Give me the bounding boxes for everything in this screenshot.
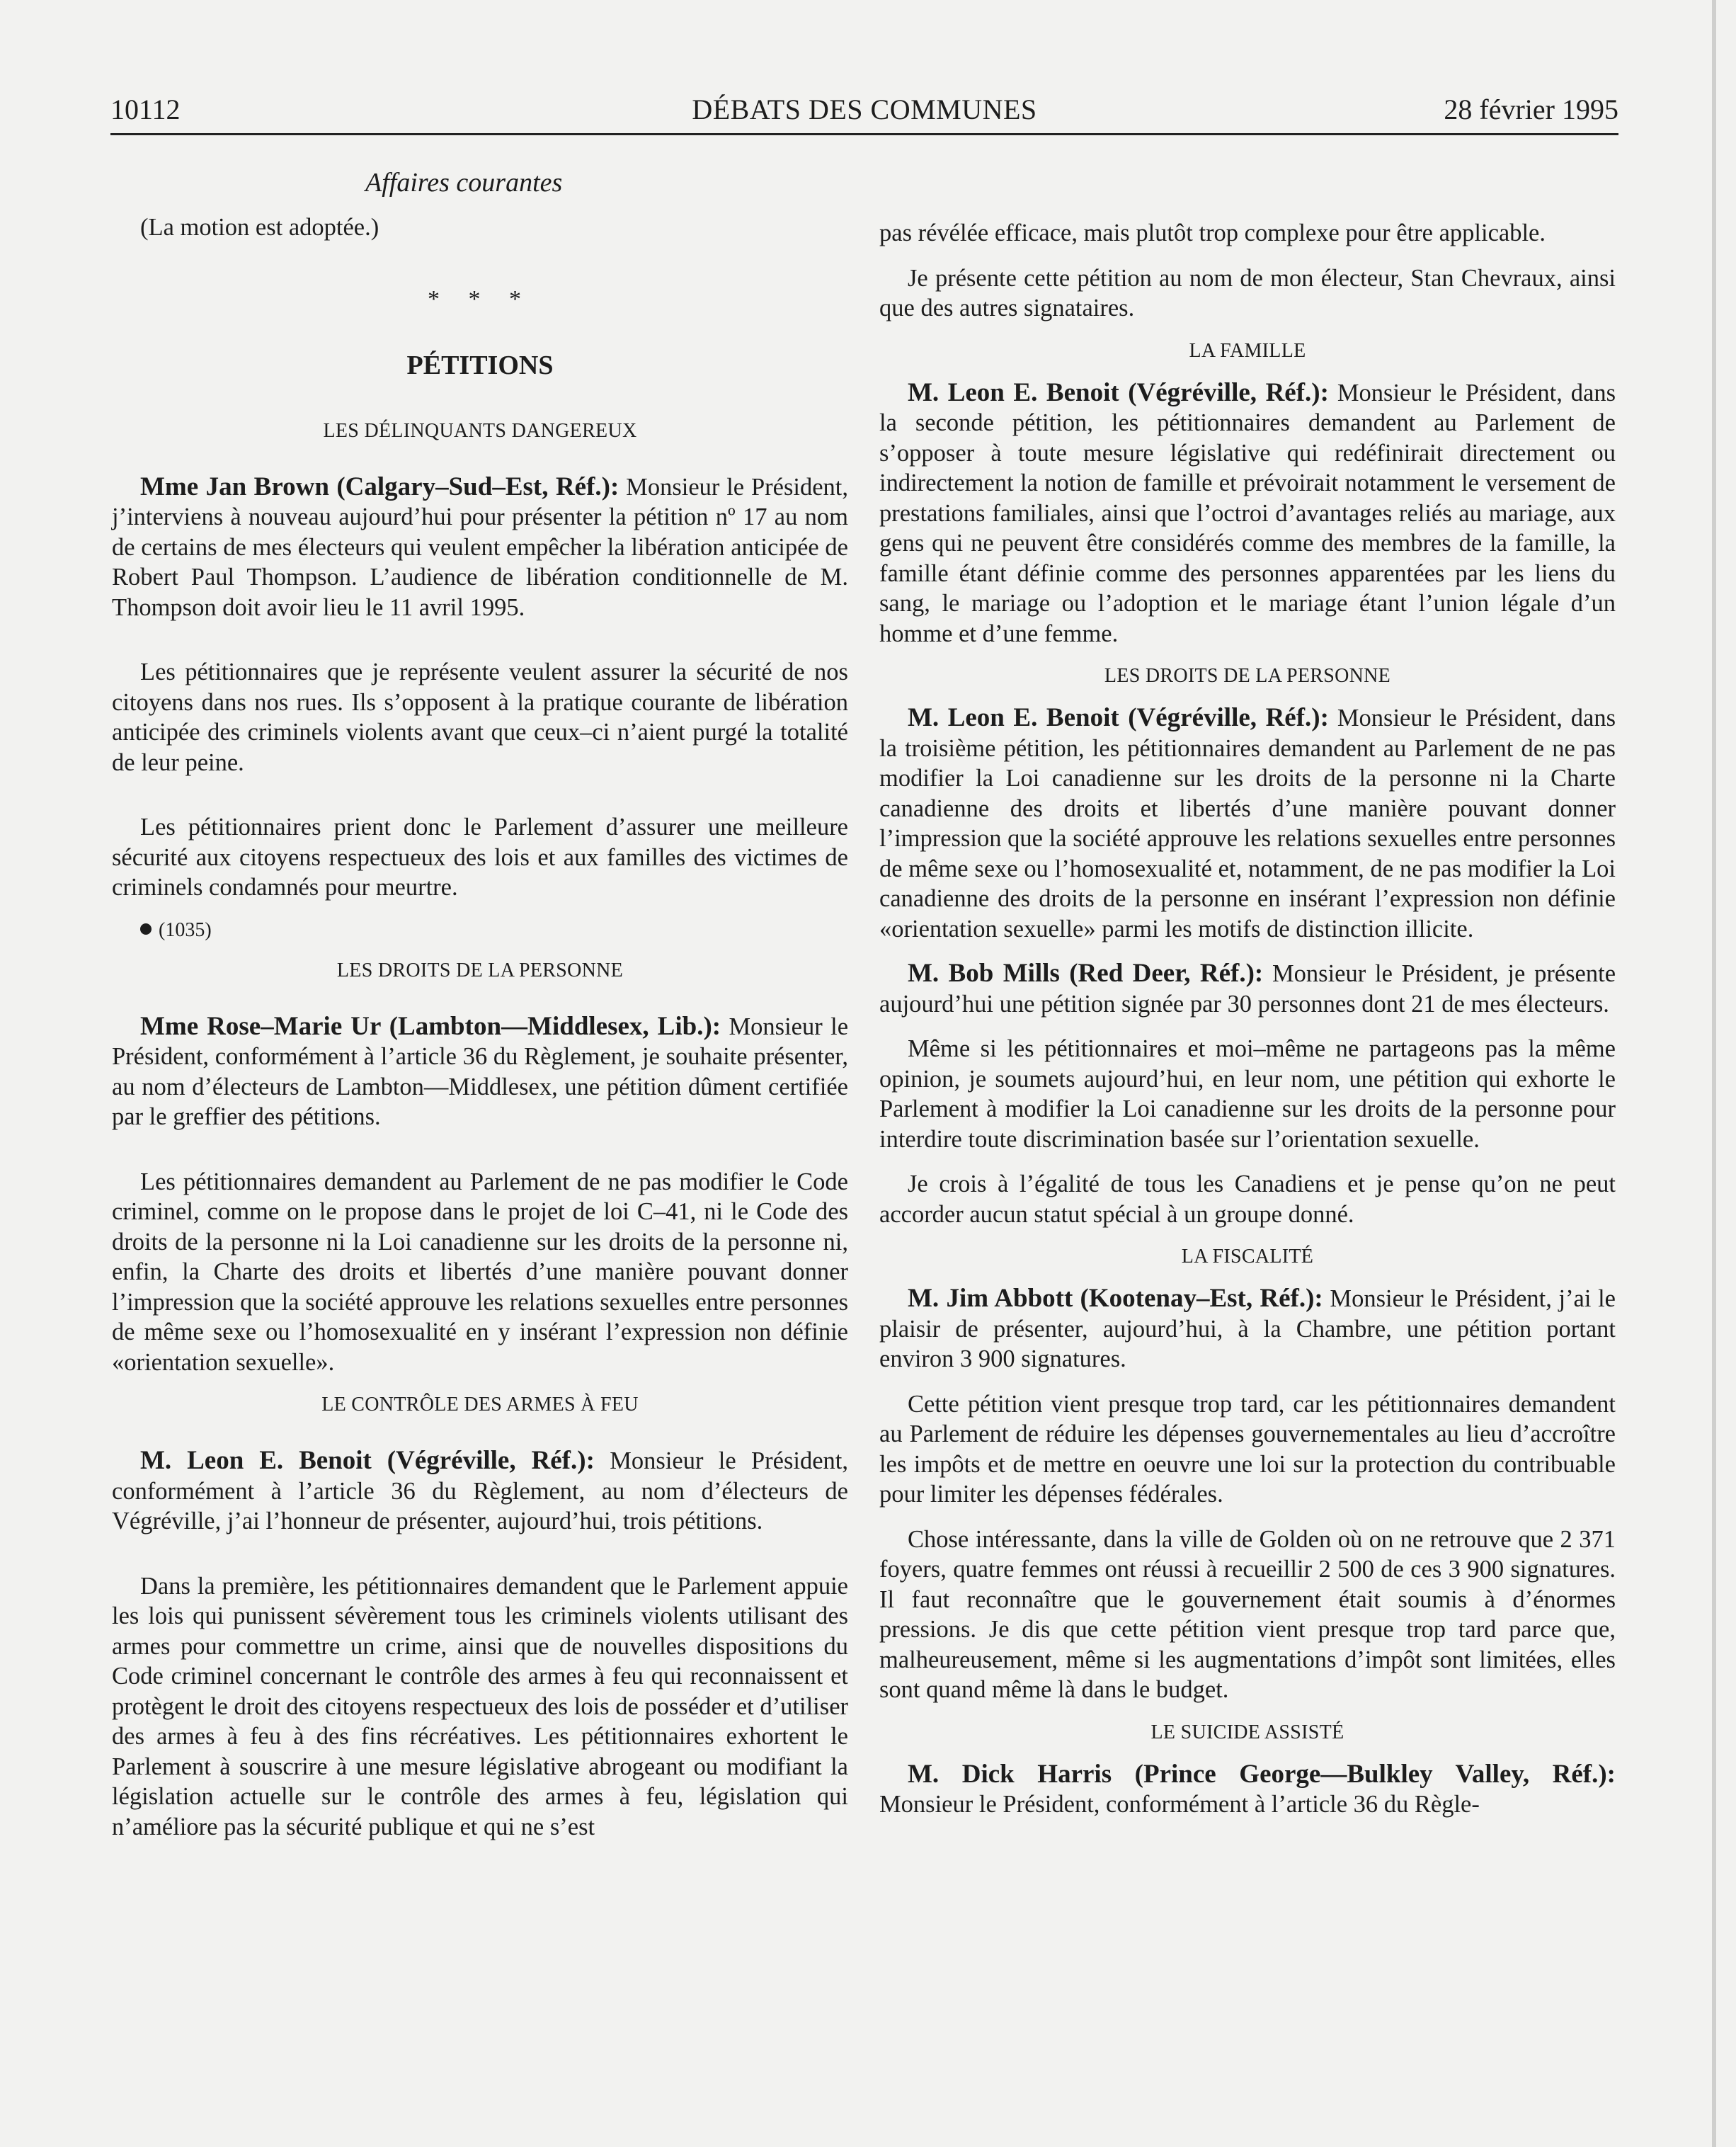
- speaker-name: M. Leon E. Benoit (Végréville, Réf.):: [908, 703, 1329, 732]
- section-title: PÉTITIONS: [406, 350, 554, 380]
- timestamp: [112, 918, 848, 943]
- paragraph: [112, 1012, 848, 1132]
- subheading-firearms: LE CONTRÔLE DES ARMES À FEU: [321, 1394, 639, 1416]
- paragraph-text: Monsieur le Président, dans la seconde pétition, les pétitionnaires demandent au Parlement de s’opposer à toute mesure législative qui redéfinirait directement ou indirectement la notion de famille et prévoirait notamment le versement de prestations familiales, ainsi que l’octroi d’avantages reliés au mariage, aux gens qui ne peuvent être considérés comme des membres de la famille, la famille étant définie comme des personnes apparentées par les liens du sang, le mariage ou l’adoption et le mariage étant l’union légale d’un homme et d’une femme.: [879, 379, 1616, 647]
- paragraph: pas révélée efficace, mais plutôt trop complexe pour être applicable.: [879, 220, 1546, 246]
- paragraph: Même si les pétitionnaires et moi–même ne partageons pas la même opinion, je soumets aujourd’hui, en leur nom, une pétition qui exhorte le Parlement à modifier la Loi canadienne sur les droits de la personne pour interdire toute discrimination basée sur l’orientation sexuelle.: [879, 1035, 1616, 1153]
- page-number: 10112: [110, 93, 181, 125]
- paragraph-text: Monsieur le Président, dans la troisième pétition, les pétitionnaires demandent au Parlement de ne pas modifier la Loi canadienne sur les droits de la personne ni la Charte canadienne des droits et libertés d’une manière pouvant donner l’impression que la société approuve les relations sexuelles entre personnes de même sexe ou l’homosexualité et, notamment, de ne pas modifier la Loi canadienne des droits de la personne en insérant l’expression non définie «orientation sexuelle» parmi les motifs de distinction illicite.: [879, 705, 1616, 942]
- left-column: [112, 212, 848, 1857]
- subheading-human-rights: LES DROITS DE LA PERSONNE: [336, 959, 624, 981]
- motion-adopted: (La motion est adoptée.): [140, 214, 379, 241]
- paragraph: [112, 1446, 848, 1537]
- paragraph-text: Monsieur le Président, j’ai le plaisir de présenter, aujourd’hui, à la Chambre, une pétition portant environ 3 900 signatures.: [879, 1285, 1616, 1372]
- paragraph: Les pétitionnaires prient donc le Parlement d’assurer une meilleure sécurité aux citoyens respectueux des lois et aux familles des victimes de criminels condamnés pour meurtre.: [112, 814, 848, 901]
- paragraph: Cette pétition vient presque trop tard, car les pétitionnaires demandent au Parlement de réduire les dépenses gouvernementales au lieu d’accroître les impôts et de mettre en oeuvre une loi sur la protection du contribuable pour limiter les dépenses fédérales.: [879, 1390, 1616, 1508]
- speaker-name: M. Leon E. Benoit (Végréville, Réf.):: [908, 377, 1329, 407]
- paragraph-text: Monsieur le Président, conformément à l’article 36 du Règlement, je souhaite présenter, au nom d’électeurs de Lambton—Middlesex, une pétition dûment certifiée par le greffier des pétitions.: [112, 1013, 849, 1130]
- paragraph: Je crois à l’égalité de tous les Canadiens et je pense qu’on ne peut accorder aucun statut spécial à un groupe donné.: [879, 1171, 1616, 1228]
- paragraph: [879, 703, 1616, 944]
- paragraph: Chose intéressante, dans la ville de Golden où on ne retrouve que 2 371 foyers, quatre femmes ont réussi à recueillir 2 500 de ces 3 900 signatures. Il faut reconnaître que le gouvernement était soumis à d’énormes pressions. Je dis que cette pétition vient presque trop tard parce que, malheureusement, même si les augmentations d’impôt sont limitées, elles sont quand même là dans le budget.: [879, 1525, 1616, 1703]
- paragraph: [879, 378, 1616, 649]
- section-separator: * * *: [428, 285, 532, 312]
- speaker-name: M. Jim Abbott (Kootenay–Est, Réf.):: [908, 1284, 1323, 1313]
- subheading-human-rights: LES DROITS DE LA PERSONNE: [1104, 665, 1391, 687]
- subheading-assisted-suicide: LE SUICIDE ASSISTÉ: [1150, 1721, 1344, 1743]
- paragraph: [112, 472, 848, 623]
- scan-edge: [1712, 0, 1716, 2147]
- subheading-dangerous-offenders: LES DÉLINQUANTS DANGEREUX: [323, 419, 637, 442]
- subheading-taxation: LA FISCALITÉ: [1181, 1246, 1314, 1268]
- paragraph: [879, 1284, 1616, 1374]
- subheading-family: LA FAMILLE: [1189, 339, 1306, 362]
- publication-title: DÉBATS DES COMMUNES: [692, 93, 1037, 125]
- sitting-date: 28 février 1995: [1444, 93, 1618, 125]
- paragraph-text: Monsieur le Président, conformément à l’article 36 du Règle-: [879, 1791, 1480, 1818]
- paragraph: [879, 959, 1616, 1019]
- page-header: [110, 92, 1618, 135]
- paragraph-text: Monsieur le Président, je présente aujourd’hui une pétition signée par 30 personnes dont 21 de mes électeurs.: [879, 960, 1616, 1018]
- paragraph: Dans la première, les pétitionnaires demandent que le Parlement appuie les lois qui punissent sévèrement tous les criminels violents utilisant des armes pour commettre un crime, ainsi que de nouvelles dispositions du Code criminel concernant le contrôle des armes à feu qui reconnaissent et protègent le droit des citoyens respectueux des lois de posséder et d’utiliser des armes à feu à des fins récréatives. Les pétitionnaires exhortent le Parlement à souscrire à une mesure législative abrogeant ou modifiant la législation actuelle sur le contrôle des armes à feu, législation qui n’améliore pas la sécurité publique et qui ne s’est: [112, 1572, 848, 1840]
- paragraph: Les pétitionnaires demandent au Parlement de ne pas modifier le Code criminel, comme on le propose dans le projet de loi C–41, ni le Code des droits de la personne ni la Loi canadienne sur les droits de la personne ni, enfin, la Charte des droits et libertés d’une manière pouvant donner l’impression que la société approuve les relations sexuelles entre personnes de même sexe ou l’homosexualité en y insérant l’expression non définie «orientation sexuelle».: [112, 1168, 848, 1376]
- timestamp-text: (1035): [159, 918, 212, 941]
- bullet-icon: [140, 923, 152, 935]
- paragraph-text: Monsieur le Président, conformément à l’article 36 du Règlement, au nom d’électeurs de Végréville, j’ai l’honneur de présenter, aujourd’hui, trois pétitions.: [112, 1447, 848, 1534]
- paragraph-text: Monsieur le Président, j’interviens à nouveau aujourd’hui pour présenter la pétition nº 17 au nom de certains de mes électeurs qui veulent empêcher la libération anticipée de Robert Paul Thompson. L’audience de libération conditionnelle de M. Thompson doit avoir lieu le 11 avril 1995.: [112, 473, 848, 621]
- speaker-name: M. Dick Harris (Prince George—Bulkley Valley, Réf.):: [908, 1759, 1616, 1789]
- paragraph: Les pétitionnaires que je représente veulent assurer la sécurité de nos citoyens dans nos rues. Ils s’opposent à la pratique courante de libération anticipée des criminels violents avant que ceux–ci n’aient purgé la totalité de leur peine.: [112, 659, 848, 776]
- paragraph: [879, 1760, 1616, 1820]
- running-head: Affaires courantes: [365, 168, 563, 198]
- paragraph: Je présente cette pétition au nom de mon électeur, Stan Chevraux, ainsi que des autres signataires.: [879, 264, 1616, 321]
- speaker-name: Mme Jan Brown (Calgary–Sud–Est, Réf.):: [140, 472, 619, 501]
- speaker-name: Mme Rose–Marie Ur (Lambton—Middlesex, Lib.):: [140, 1011, 721, 1041]
- speaker-name: M. Bob Mills (Red Deer, Réf.):: [908, 959, 1264, 988]
- speaker-name: M. Leon E. Benoit (Végréville, Réf.):: [140, 1446, 595, 1475]
- right-column: [879, 218, 1616, 1835]
